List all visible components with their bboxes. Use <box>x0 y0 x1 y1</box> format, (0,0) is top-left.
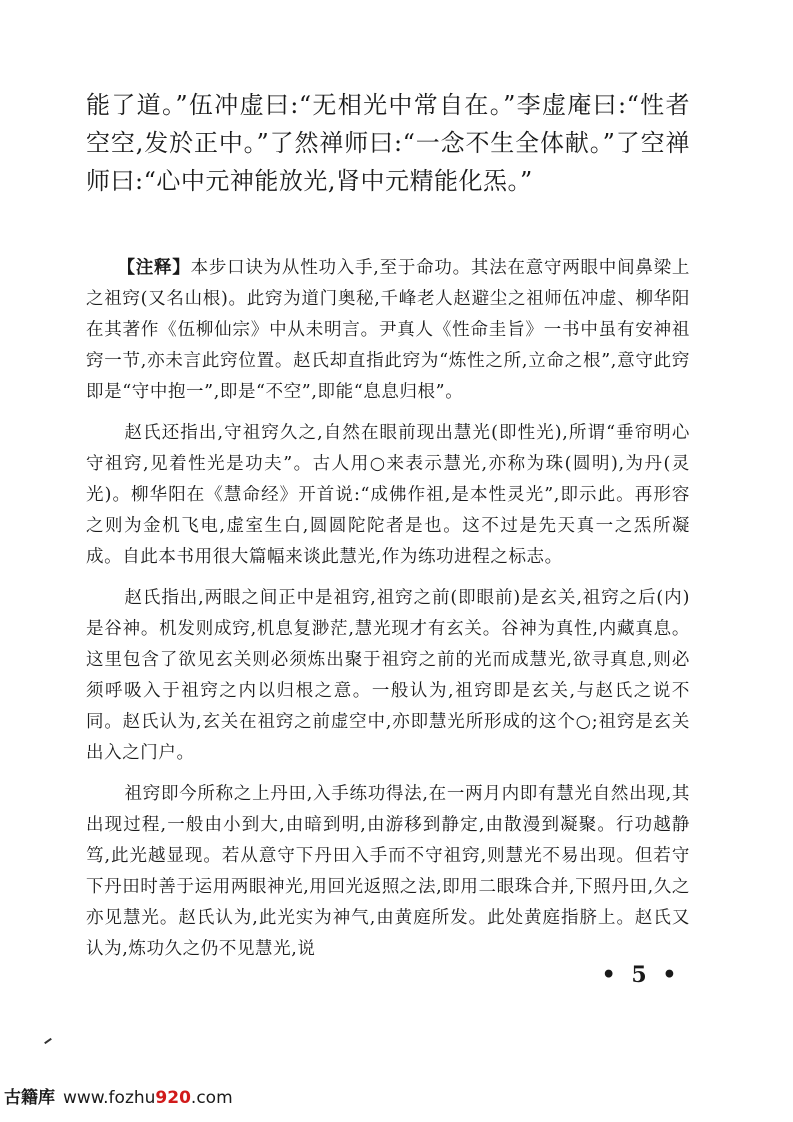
site-watermark <box>4 1086 264 1110</box>
annotation-paragraph-4: 祖窍即今所称之上丹田,入手练功得法,在一两月内即有慧光自然出现,其出现过程,一般由小到大,由暗到明,由游移到静定,由散漫到凝聚。行功越静笃,此光越显现。若从意守下丹田入手而不守祖窍,则慧光不易出现。但若守下丹田时善于运用两眼神光,用回光返照之法,即用二眼珠合并,下照丹田,久之亦见慧光。赵氏认为,此光实为神气,由黄庭所发。此处黄庭指脐上。赵氏又认为,炼功久之仍不见慧光,说 <box>86 784 690 959</box>
watermark-url-suffix: .com <box>190 1088 233 1108</box>
annotation-label: 【注释】 <box>117 258 191 278</box>
annotation-paragraph-1-text: 本步口诀为从性功入手,至于命功。其法在意守两眼中间鼻梁上之祖窍(又名山根)。此窍为道门奥秘,千峰老人赵避尘之祖师伍冲虚、柳华阳在其著作《伍柳仙宗》中从未明言。尹真人《性命圭旨》一书中虽有安神祖窍一节,亦未言此窍位置。赵氏却直指此窍为“炼性之所,立命之根”,意守此窍即是“守中抱一”,即是“不空”,即能“息息归根”。 <box>86 258 690 402</box>
intro-quote-text: 能了道。”伍冲虚曰:“无相光中常自在。”李虚庵曰:“性者空空,发於正中。”了然禅师曰:“一念不生全体献。”了空禅师曰:“心中元神能放光,肾中元精能化炁。” <box>86 91 690 195</box>
intro-quote-block <box>86 86 690 200</box>
watermark-url-number: 920 <box>155 1088 191 1108</box>
annotation-paragraph-2: 赵氏还指出,守祖窍久之,自然在眼前现出慧光(即性光),所谓“垂帘明心守祖窍,见着性光是功夫”。古人用○来表示慧光,亦称为珠(圆明),为丹(灵光)。柳华阳在《慧命经》开首说:“成佛作祖,是本性灵光”,即示此。再形容之则为金机飞电,虚室生白,圆圆陀陀者是也。这不过是先天真一之炁所凝成。自此本书用很大篇幅来谈此慧光,作为练功进程之标志。 <box>86 423 690 567</box>
annotation-section <box>86 253 690 975</box>
annotation-paragraph-3: 赵氏指出,两眼之间正中是祖窍,祖窍之前(即眼前)是玄关,祖窍之后(内)是谷神。机发则成窍,机息复渺茫,慧光现才有玄关。谷神为真性,内藏真息。这里包含了欲见玄关则必须炼出聚于祖窍之前的光而成慧光,欲寻真息,则必须呼吸入于祖窍之内以归根之意。一般认为,祖窍即是玄关,与赵氏之说不同。赵氏认为,玄关在祖窍之前虚空中,亦即慧光所形成的这个○;祖窍是玄关出入之门户。 <box>86 588 690 763</box>
page-number: • 5 • <box>601 962 681 988</box>
annotation-paragraph-1 <box>86 253 690 408</box>
scan-mark <box>44 1038 52 1044</box>
watermark-url-prefix: www.fozhu <box>63 1088 156 1108</box>
watermark-site-name: 古籍库 <box>4 1088 55 1108</box>
